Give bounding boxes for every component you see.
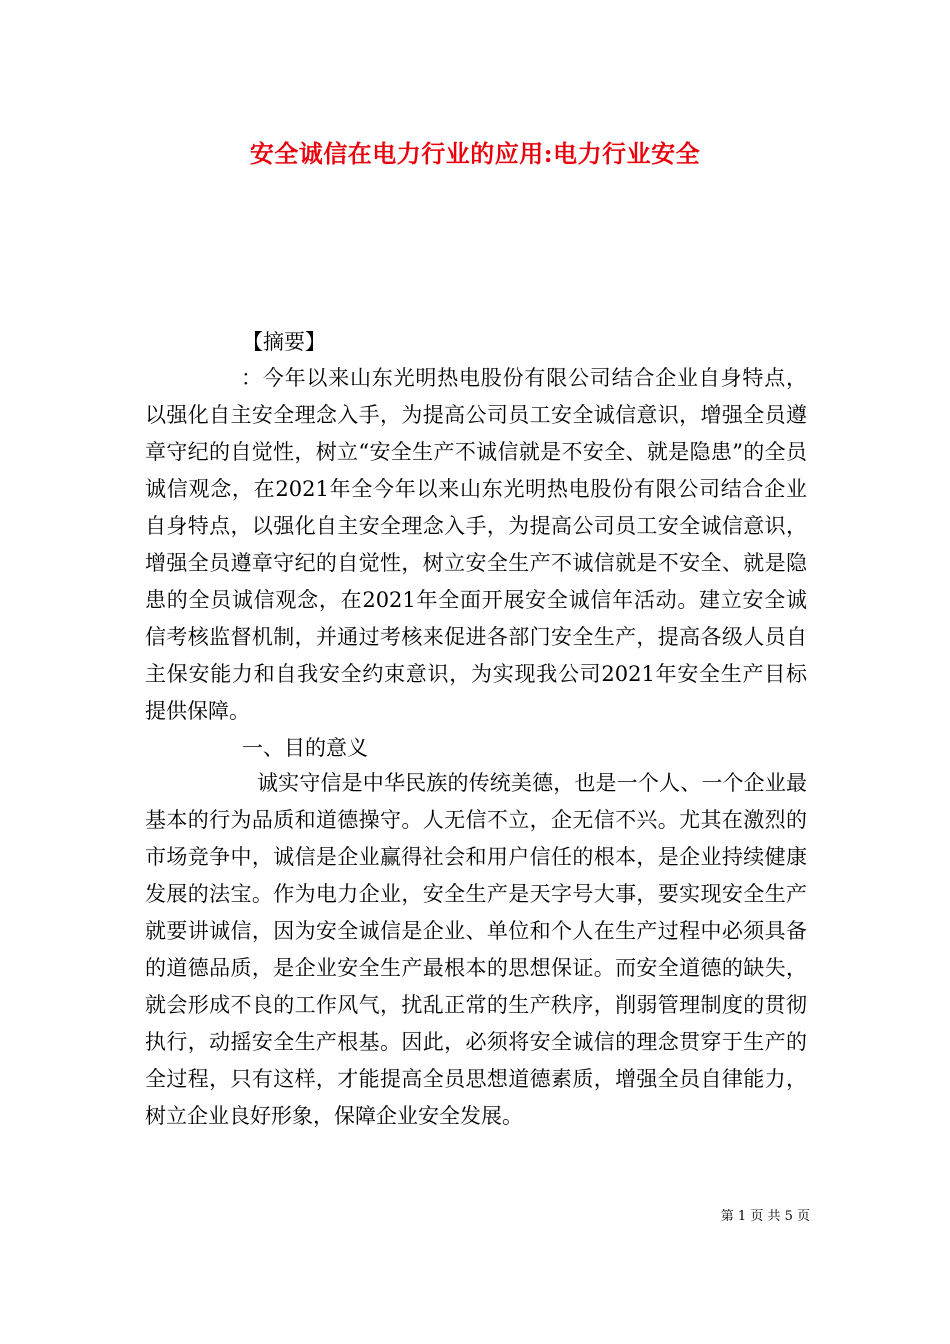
abstract-paragraph: ：今年以来山东光明热电股份有限公司结合企业自身特点，以强化自主安全理念入手，为提高公司员工安全诚信意识，增强全员遵章守纪的自觉性，树立“安全生产不诚信就是不安全、就是隐患”的全员诚信观念，在2021年全今年以来山东光明热电股份有限公司结合企业自身特点，以强化自主安全理念入手，为提高公司员工安全诚信意识，增强全员遵章守纪的自觉性，树立安全生产不诚信就是不安全、就是隐患的全员诚信观念，在2021年全面开展安全诚信年活动。建立安全诚信考核监督机制，并通过考核来促进各部门安全生产，提高各级人员自主保安能力和自我安全约束意识，为实现我公司2021年安全生产目标提供保障。 [145,366,807,723]
page-number: 第 1 页 共 5 页 [720,1209,810,1224]
abstract-label: 【摘要】 [242,330,326,354]
body-paragraph: 诚实守信是中华民族的传统美德，也是一个人、一个企业最基本的行为品质和道德操守。人无信不立，企无信不兴。尤其在激烈的市场竞争中，诚信是企业赢得社会和用户信任的根本，是企业持续健康发展的法宝。作为电力企业，安全生产是天字号大事，要实现安全生产就要讲诚信，因为安全诚信是企业、单位和个人在生产过程中必须具备的道德品质，是企业安全生产最根本的思想保证。而安全道德的缺失，就会形成不良的工作风气，扰乱正常的生产秩序，削弱管理制度的贯彻执行，动摇安全生产根基。因此，必须将安全诚信的理念贯穿于生产的全过程，只有这样，才能提高全员思想道德素质，增强全员自律能力，树立企业良好形象，保障企业安全发展。 [145,771,807,1128]
document-title: 安全诚信在电力行业的应用:电力行业安全 [249,139,701,168]
section-heading: 一、目的意义 [242,736,368,760]
